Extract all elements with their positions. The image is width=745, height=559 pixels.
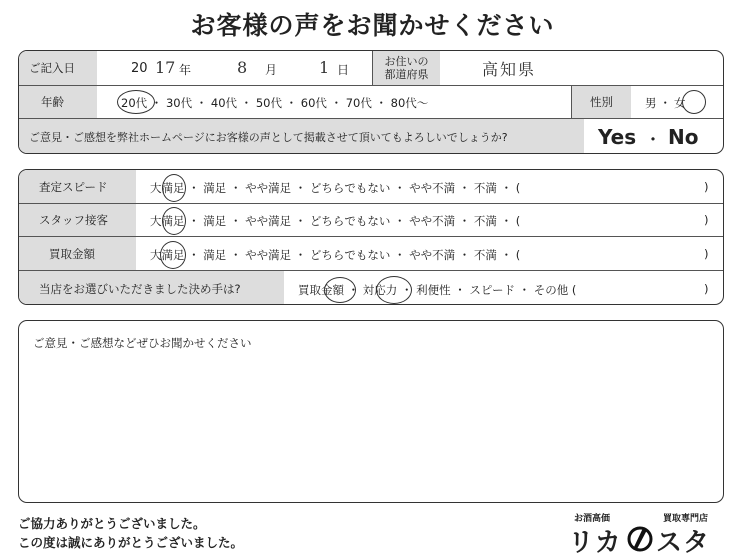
rating-options: 大満足 ・ 満足 ・ やや満足 ・ どちらでもない ・ やや不満 ・ 不満 ・ (: [150, 214, 521, 228]
consent-separator: ・: [644, 130, 662, 151]
consent-row: [19, 119, 723, 154]
prefecture-label: [372, 51, 440, 85]
page-title: お客様の声をお聞かせください: [190, 11, 555, 40]
prefecture-handwritten: 高知県: [482, 60, 537, 79]
decider-circle-price: [324, 277, 356, 303]
gender-option-list: 男・女: [645, 96, 689, 110]
rating-options: 大満足 ・ 満足 ・ やや満足 ・ どちらでもない ・ やや不満 ・ 不満 ・ (: [150, 181, 521, 195]
thanks-message: [18, 514, 243, 552]
comments-label: ご意見・ご感想などぜひお聞かせください: [33, 336, 252, 350]
year-unit: 年: [179, 63, 192, 77]
prefecture-label-line2: 都道府県: [384, 68, 429, 81]
year-handwritten: 17: [155, 58, 176, 77]
age-option-list: 20代 ・ 30代 ・ 40代 ・ 50代 ・ 60代 ・ 70代 ・ 80代〜: [121, 96, 429, 110]
survey-row-options[interactable]: [136, 237, 723, 270]
consent-question: ご意見・ご感想を弊社ホームページにお客様の声として掲載させて頂いてもよろしいでしょうか?: [19, 119, 584, 154]
survey-row-options[interactable]: [136, 204, 723, 236]
date-row: [19, 51, 723, 85]
year-prefix: 20: [131, 61, 148, 76]
logo-text-right: スタ: [656, 528, 711, 558]
comments-box[interactable]: [18, 320, 724, 503]
prefecture-label-line1: お住いの: [384, 55, 429, 68]
logo-text-left: リカ: [568, 528, 622, 558]
decider-circle-service: [376, 276, 412, 304]
month-handwritten: 8: [237, 58, 248, 77]
logo-tagline-left: お酒高価: [574, 514, 611, 524]
logo-tagline-right: 買取専門店: [663, 514, 709, 524]
age-row: [19, 86, 723, 118]
survey-row: [19, 237, 723, 270]
gender-selected-circle: [682, 90, 706, 114]
survey-row: [19, 204, 723, 236]
thanks-line-1: ご協力ありがとうございました。: [18, 516, 206, 531]
gender-options[interactable]: [631, 86, 723, 118]
decider-options[interactable]: [284, 271, 723, 305]
day-unit: 日: [337, 63, 350, 77]
day-handwritten: 1: [319, 58, 330, 77]
customer-info-box: [18, 50, 724, 154]
month-unit: 月: [265, 63, 278, 77]
rating-selected-circle: [162, 207, 186, 235]
consent-options[interactable]: [584, 119, 723, 154]
rating-selected-circle: [160, 241, 186, 269]
consent-yes[interactable]: Yes: [598, 125, 637, 149]
age-options[interactable]: [97, 86, 571, 118]
gender-label: 性別: [571, 86, 631, 118]
rating-selected-circle: [162, 174, 186, 202]
rating-other-close: ): [704, 180, 709, 194]
rating-other-close: ): [704, 213, 709, 227]
survey-box: [18, 169, 724, 305]
survey-row-options[interactable]: [136, 170, 723, 203]
bottle-icon: [626, 525, 654, 553]
age-selected-circle: [117, 90, 155, 114]
thanks-line-2: この度は誠にありがとうございました。: [18, 535, 244, 550]
survey-row-label: 査定スピード: [19, 170, 136, 203]
date-field[interactable]: [97, 51, 372, 85]
decider-question: 当店をお選びいただきました決め手は?: [19, 271, 284, 305]
survey-row: [19, 170, 723, 203]
decider-row: [19, 271, 723, 305]
decider-other-close: ): [704, 282, 709, 296]
rating-other-close: ): [704, 247, 709, 261]
company-logo: [568, 510, 720, 556]
age-label: 年齢: [19, 86, 97, 118]
prefecture-field[interactable]: [440, 51, 723, 85]
rating-options: 大満足 ・ 満足 ・ やや満足 ・ どちらでもない ・ やや不満 ・ 不満 ・ (: [150, 248, 521, 262]
consent-no[interactable]: No: [668, 125, 699, 149]
survey-row-label: 買取金額: [19, 237, 136, 270]
date-label: ご記入日: [19, 51, 97, 85]
decider-option-list: 買取金額 ・ 対応力 ・ 利便性 ・ スピード ・ その他 (: [298, 283, 577, 297]
survey-row-label: スタッフ接客: [19, 204, 136, 236]
